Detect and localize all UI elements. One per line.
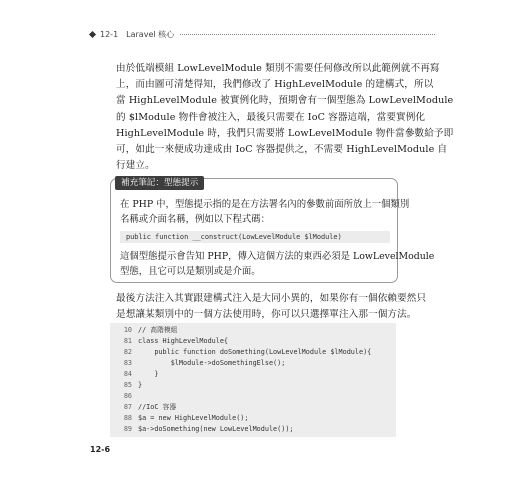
- running-header: [90, 28, 435, 40]
- paragraph-line: 的 $lModule 物件會被注入，最後只需要在 IoC 容器這端，當要實例化: [116, 111, 426, 123]
- note-line: 在 PHP 中，型態提示指的是在方法署名內的參數前面所放上一個類別: [120, 199, 410, 210]
- code-text: class HighLevelModule{: [138, 337, 229, 345]
- code-text: // 高階模組: [138, 326, 178, 334]
- line-number: 89: [123, 425, 132, 433]
- line-number: 86: [123, 392, 132, 400]
- code-text: $a->doSomething(new LowLevelModule());: [138, 425, 294, 433]
- diamond-bullet-icon: [89, 30, 96, 37]
- body-paragraph-2: [116, 291, 427, 323]
- code-text: }: [138, 381, 143, 389]
- code-line: [110, 358, 285, 369]
- note-line: 名稱或介面名稱，例如以下程式碼：: [120, 214, 271, 225]
- paragraph-line: 當 HighLevelModule 被實例化時，預期會有一個型態為 LowLevelModule: [116, 95, 454, 107]
- page-number: 12-6: [90, 445, 111, 454]
- paragraph-line: 可，如此一來便成功達成由 IoC 容器提供之，不需要 HighLevelModule 自: [116, 144, 448, 156]
- code-text: public function doSomething(LowLevelModule $lModule){: [138, 348, 372, 356]
- note-text-1: [120, 197, 410, 227]
- code-line: [110, 424, 294, 435]
- code-line: [110, 336, 228, 347]
- code-text: $a = new HighLevelModule();: [138, 414, 249, 422]
- code-line: [110, 413, 249, 424]
- supplement-note-box: [110, 178, 435, 283]
- paragraph-line: HighLevelModule 時，我們只需要將 LowLevelModule 物件當參數給予即: [116, 127, 454, 139]
- header-chapter-title: Laravel 核心: [126, 29, 175, 39]
- line-number: 87: [123, 403, 132, 411]
- note-code-snippet: public function __construct(LowLevelModule $lModule): [120, 231, 390, 243]
- code-line: [110, 369, 158, 380]
- line-number: 81: [123, 337, 132, 345]
- paragraph-line: 是想讓某類別中的一個方法使用時，你可以只選擇單注入那一個方法。: [116, 309, 417, 321]
- line-number: 82: [123, 348, 132, 356]
- body-paragraph-1: [116, 61, 454, 174]
- note-line: 這個型態提示會告知 PHP，傳入這個方法的東西必須是 LowLevelModule: [120, 251, 435, 262]
- paragraph-line: 由於低端模組 LowLevelModule 類別不需要任何修改所以此範例就不再寫: [116, 63, 440, 74]
- code-text: $lModule->doSomethingElse();: [138, 359, 286, 367]
- line-number: 10: [123, 326, 132, 334]
- line-number: 85: [123, 381, 132, 389]
- code-line: [110, 325, 177, 336]
- line-number: 84: [123, 370, 132, 378]
- paragraph-line: 上，而由圖可清楚得知，我們修改了 HighLevelModule 的建構式，所以: [116, 79, 434, 91]
- code-line: [110, 391, 138, 402]
- code-text: //IoC 容器: [138, 403, 177, 411]
- code-line: [110, 347, 371, 358]
- note-text-2: [120, 249, 435, 279]
- code-text: }: [138, 370, 159, 378]
- note-title: 補充筆記：型態提示: [115, 176, 204, 190]
- code-line: [110, 380, 142, 391]
- code-line: [110, 402, 176, 413]
- line-number: 88: [123, 414, 132, 422]
- code-listing: [110, 323, 396, 437]
- header-section-number: 12-1: [100, 29, 119, 39]
- note-line: 型態，且它可以是類別或是介面。: [120, 266, 261, 277]
- paragraph-line: 行建立。: [116, 160, 155, 172]
- line-number: 83: [123, 359, 132, 367]
- paragraph-line: 最後方法注入其實跟建構式注入是大同小異的，如果你有一個依賴要然只: [116, 293, 427, 304]
- header-dotted-rule: [180, 34, 435, 35]
